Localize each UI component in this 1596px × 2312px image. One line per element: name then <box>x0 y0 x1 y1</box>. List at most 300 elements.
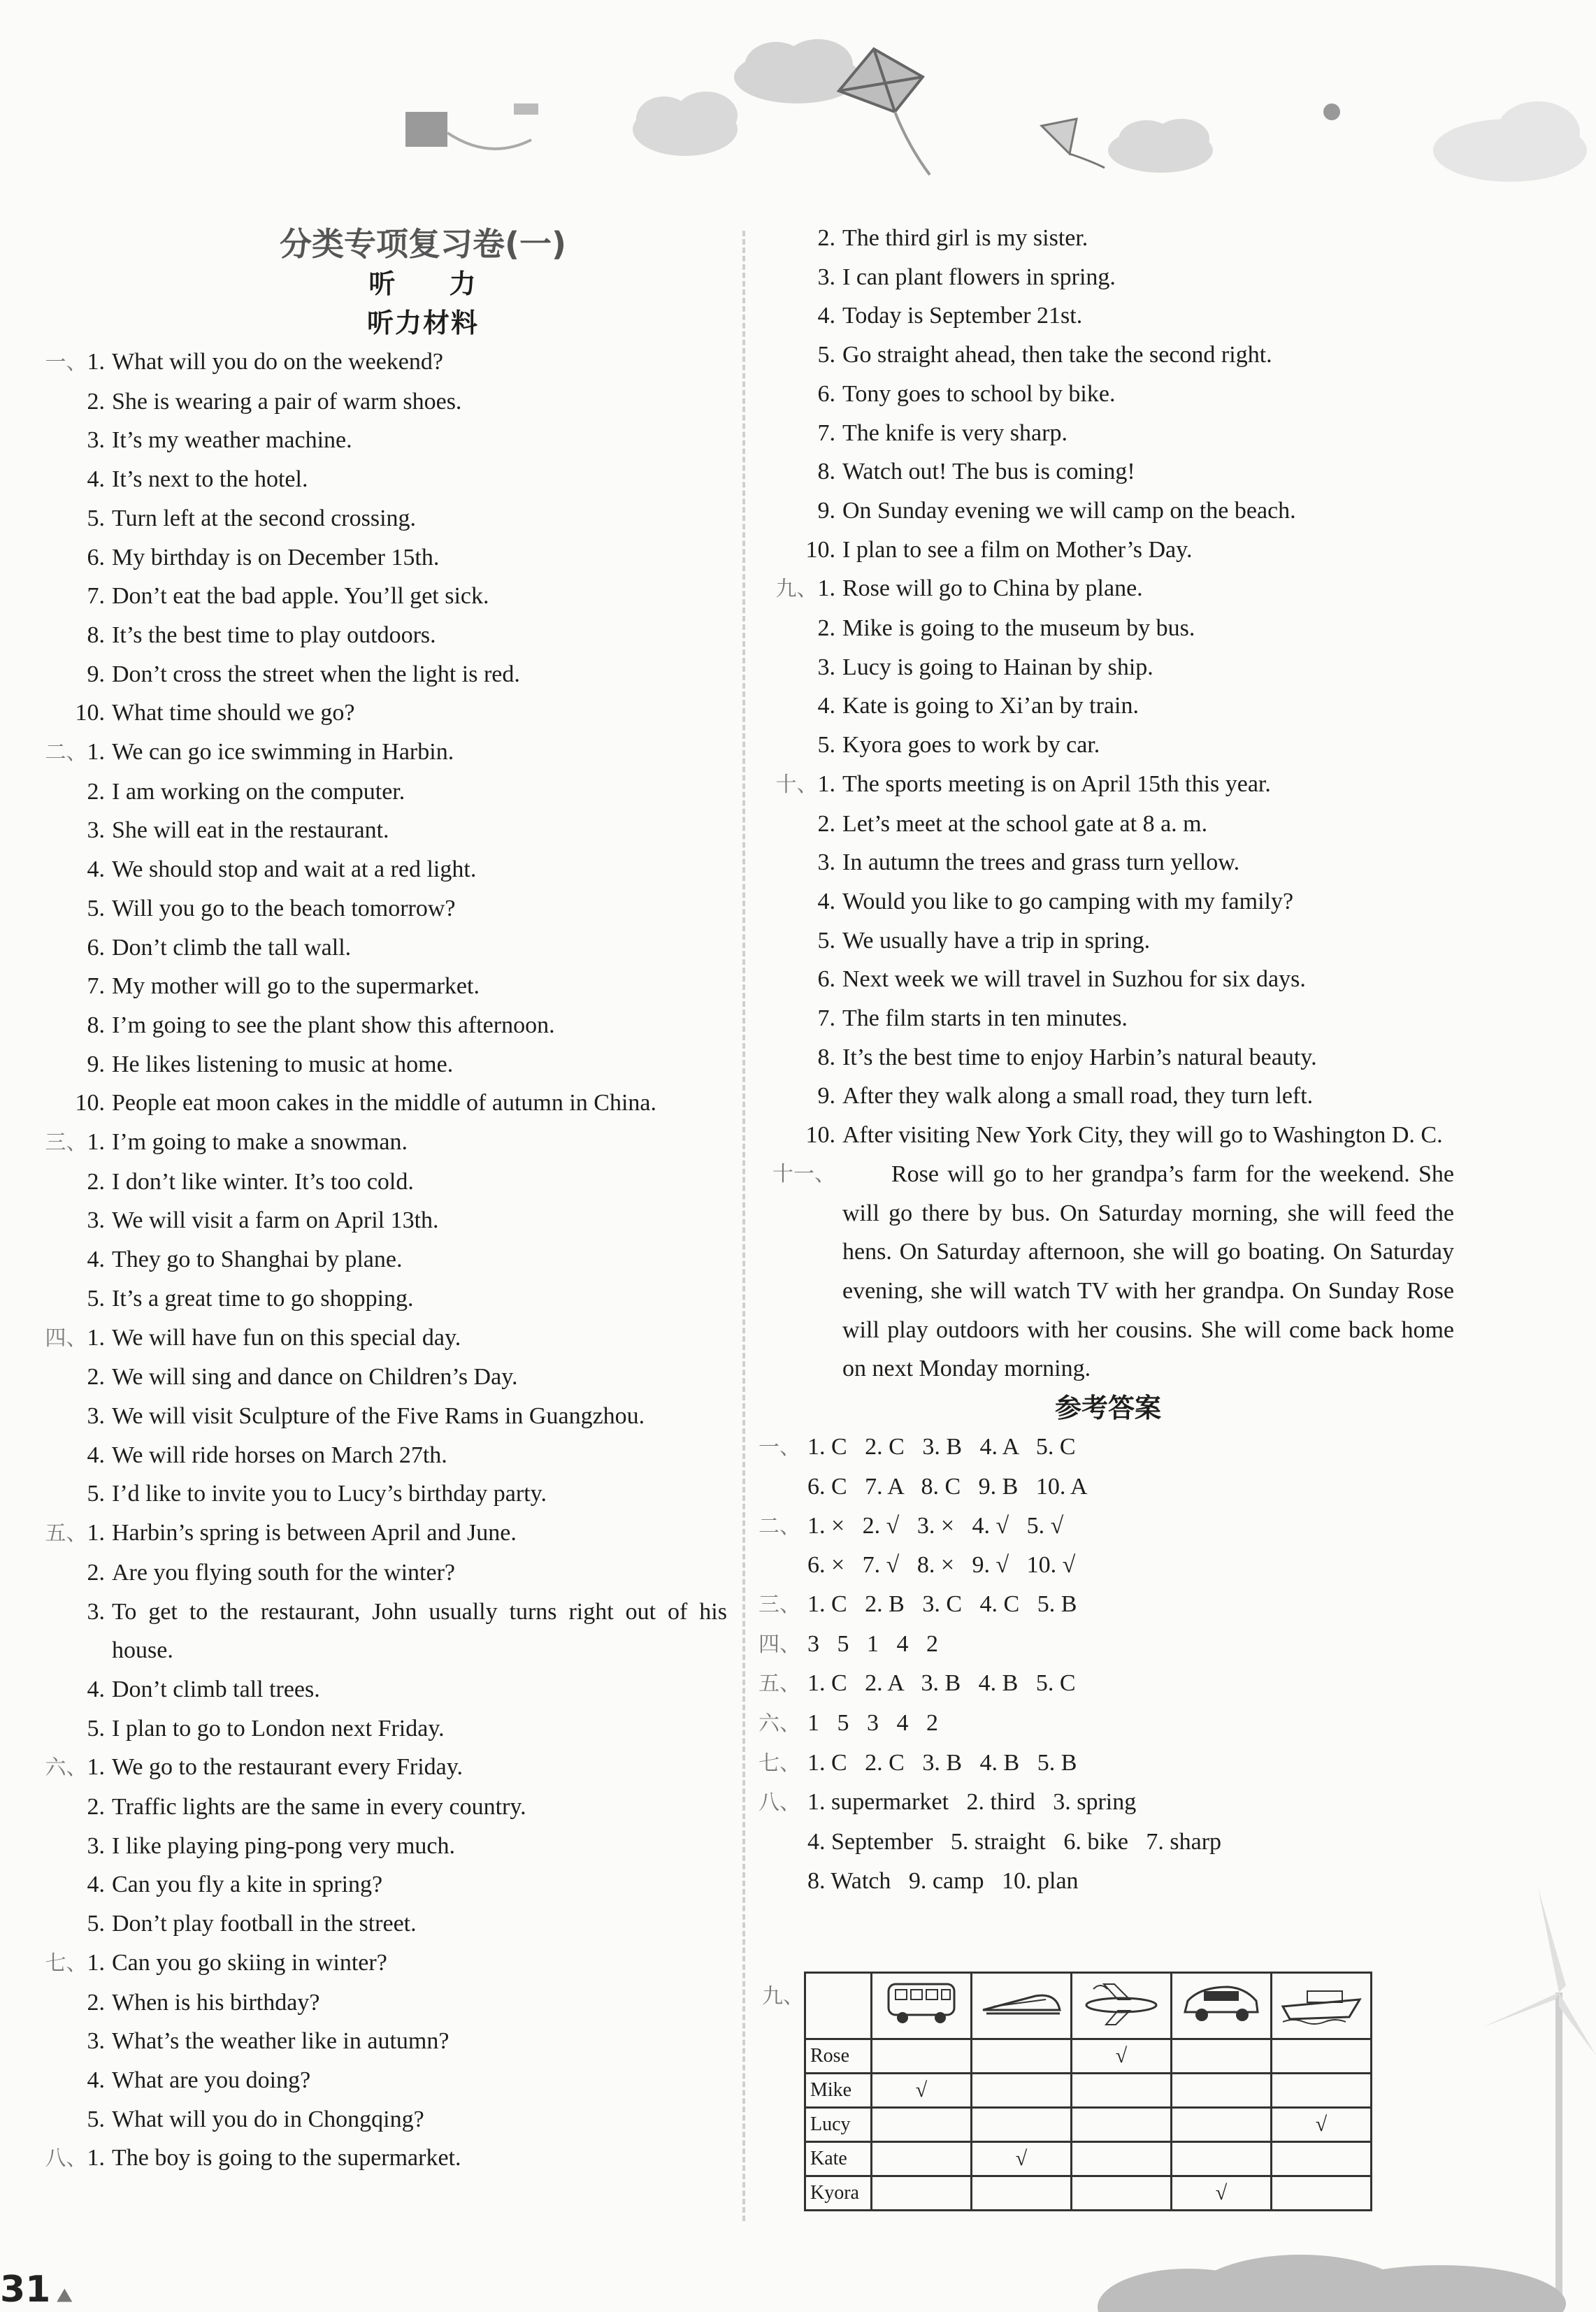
header-decoration <box>0 0 1596 210</box>
answer-text: 6. C 7. A 8. C 9. B 10. A <box>807 1473 1088 1500</box>
answer-line <box>759 1625 1458 1665</box>
item-number: 8. <box>817 1044 835 1070</box>
list-item <box>759 648 1458 687</box>
check-cell <box>1072 2142 1172 2176</box>
item-number: 7. <box>817 1005 835 1032</box>
item-text: It’s next to the hotel. <box>112 466 308 493</box>
listening-material-list <box>28 343 734 2178</box>
item-text: Kate is going to Xi’an by train. <box>842 693 1139 719</box>
list-item <box>28 382 734 422</box>
section-number: 一、 <box>759 1435 800 1460</box>
item-text: Kyora goes to work by car. <box>842 732 1100 759</box>
check-cell: √ <box>972 2142 1072 2176</box>
list-item <box>759 375 1458 414</box>
item-text: The sports meeting is on April 15th this year. <box>842 770 1271 797</box>
item-number: 2. <box>817 810 835 837</box>
item-text: My mother will go to the supermarket. <box>112 973 480 1000</box>
item-text: I plan to see a film on Mother’s Day. <box>842 536 1193 563</box>
table-row <box>805 2074 1372 2108</box>
list-item <box>28 1397 734 1436</box>
item-number: 9. <box>87 1051 105 1077</box>
item-text: We will visit a farm on April 13th. <box>112 1207 439 1234</box>
section-number: 六、 <box>45 1755 87 1781</box>
item-number: 8. <box>87 622 105 648</box>
item-number: 5. <box>87 1911 105 1937</box>
item-number: 10. <box>805 536 835 563</box>
list-item <box>28 2022 734 2061</box>
item-text: I’d like to invite you to Lucy’s birthday party. <box>112 1481 547 1507</box>
section-number: 六、 <box>759 1711 800 1737</box>
table-header-row <box>805 1973 1372 2039</box>
item-number: 2. <box>87 1168 105 1195</box>
row-name: Kate <box>805 2142 872 2176</box>
ship-icon <box>1272 1973 1372 2039</box>
cloud-icon <box>734 39 860 103</box>
answer-line <box>759 1823 1458 1862</box>
item-number: 3. <box>817 654 835 680</box>
answer-section-number <box>759 1428 807 1467</box>
item-number: 4. <box>87 1442 105 1468</box>
item-text: I like playing ping-pong very much. <box>112 1832 456 1859</box>
list-item <box>28 1163 734 1202</box>
item-text: Don’t play football in the street. <box>112 1911 417 1937</box>
item-number: 4. <box>87 856 105 883</box>
column-divider <box>742 231 745 2221</box>
answer-line <box>759 1546 1458 1585</box>
list-item <box>28 1240 734 1279</box>
item-text: What are you doing? <box>112 2067 311 2093</box>
item-number: 3. <box>87 2028 105 2055</box>
check-cell <box>972 2108 1072 2142</box>
list-item <box>759 1038 1458 1077</box>
item-number: 八、1. <box>45 2145 105 2171</box>
answer-key-list <box>759 1428 1458 1900</box>
check-cell <box>1172 2039 1272 2074</box>
list-item <box>28 2100 734 2139</box>
list-item <box>28 460 734 499</box>
list-item <box>28 811 734 850</box>
item-number: 7. <box>817 419 835 446</box>
item-number: 2. <box>87 388 105 415</box>
list-item <box>28 1748 734 1788</box>
listening-material-list-continued <box>759 219 1458 1155</box>
item-text: My birthday is on December 15th. <box>112 544 440 570</box>
section-number: 四、 <box>45 1326 87 1351</box>
section-number: 五、 <box>45 1521 87 1546</box>
list-item <box>759 414 1458 453</box>
check-cell <box>1172 2074 1272 2108</box>
item-number: 七、1. <box>45 1949 105 1976</box>
check-cell <box>872 2176 972 2211</box>
item-number: 十、1. <box>775 770 835 797</box>
item-number: 3. <box>817 849 835 876</box>
item-text: She is wearing a pair of warm shoes. <box>112 388 462 415</box>
item-number: 4. <box>817 888 835 914</box>
answer-text: 1. C 2. C 3. B 4. B 5. B <box>807 1749 1077 1776</box>
answer-text: 1. C 2. B 3. C 4. C 5. B <box>807 1591 1077 1617</box>
answer-text: 1 5 3 4 2 <box>807 1710 938 1737</box>
list-item <box>28 850 734 889</box>
list-item <box>759 687 1458 726</box>
item-text: We will have fun on this special day. <box>112 1324 461 1351</box>
item-number: 2. <box>817 615 835 642</box>
list-item <box>28 1593 734 1670</box>
item-number: 三、1. <box>45 1129 105 1156</box>
item-text: Can you go skiing in winter? <box>112 1949 387 1976</box>
item-text: The third girl is my sister. <box>842 225 1088 251</box>
item-text: What’s the weather like in autumn? <box>112 2028 450 2055</box>
item-text: We will ride horses on March 27th. <box>112 1442 447 1468</box>
list-item <box>759 1077 1458 1116</box>
right-column <box>759 219 1458 1901</box>
check-cell <box>972 2176 1072 2211</box>
item-text: On Sunday evening we will camp on the beach. <box>842 497 1296 524</box>
item-text: I am working on the computer. <box>112 778 405 805</box>
list-item <box>759 1116 1458 1155</box>
list-item <box>759 960 1458 999</box>
item-number: 2. <box>87 778 105 805</box>
list-item <box>28 1006 734 1045</box>
answer-section-number <box>759 1585 807 1625</box>
item-number: 5. <box>87 1285 105 1312</box>
item-number: 2. <box>87 1364 105 1391</box>
list-item <box>28 1279 734 1319</box>
item-number: 6. <box>87 544 105 570</box>
list-item <box>759 609 1458 648</box>
answer-text: 1. supermarket 2. third 3. spring <box>807 1789 1137 1816</box>
list-item <box>28 694 734 733</box>
list-item <box>759 336 1458 375</box>
answer-text: 8. Watch 9. camp 10. plan <box>807 1867 1079 1894</box>
item-number: 4. <box>87 1676 105 1702</box>
list-item <box>759 843 1458 882</box>
item-text: Will you go to the beach tomorrow? <box>112 895 456 921</box>
row-name: Kyora <box>805 2176 872 2211</box>
list-item <box>28 1865 734 1904</box>
car-icon <box>1172 1973 1272 2039</box>
item-number: 3. <box>87 427 105 454</box>
check-cell <box>872 2142 972 2176</box>
table-row <box>805 2108 1372 2142</box>
list-item <box>28 1474 734 1514</box>
answer-section-number <box>759 1783 807 1823</box>
item-text: Don’t climb the tall wall. <box>112 934 352 961</box>
answer-line <box>759 1428 1458 1467</box>
item-number: 九、1. <box>775 575 835 602</box>
check-cell <box>1072 2074 1172 2108</box>
hills-icon <box>1098 2255 1566 2312</box>
section-number: 二、 <box>759 1514 800 1539</box>
list-item <box>759 219 1458 258</box>
section-heading-material: 听力材料 <box>366 308 479 338</box>
list-item <box>28 616 734 655</box>
cloud-icon <box>1433 101 1587 182</box>
list-item <box>28 1045 734 1084</box>
answer-line <box>759 1664 1458 1704</box>
table-row <box>805 2176 1372 2211</box>
row-name: Rose <box>805 2039 872 2074</box>
item-number: 3. <box>817 264 835 290</box>
section-number: 三、 <box>759 1592 800 1617</box>
list-item <box>28 343 734 382</box>
list-item <box>28 2139 734 2178</box>
answer-text: 3 5 1 4 2 <box>807 1630 938 1657</box>
answer-line <box>759 1744 1458 1783</box>
list-item <box>28 1514 734 1553</box>
bus-icon <box>872 1973 972 2039</box>
check-cell: √ <box>872 2074 972 2108</box>
list-item <box>28 889 734 928</box>
item-text: After they walk along a small road, they turn left. <box>842 1083 1314 1110</box>
table-section-number: 九、 <box>762 1984 804 2009</box>
check-cell: √ <box>1172 2176 1272 2211</box>
item-text: Don’t cross the street when the light is red. <box>112 661 520 687</box>
item-number: 10. <box>805 1122 835 1149</box>
item-text: Are you flying south for the winter? <box>112 1559 455 1586</box>
answer-section-number <box>759 1744 807 1783</box>
item-text: To get to the restaurant, John usually turns right out of his house. <box>112 1598 727 1664</box>
section-number: 一、 <box>45 350 87 375</box>
check-cell <box>1172 2142 1272 2176</box>
list-item <box>759 921 1458 961</box>
item-number: 6. <box>87 934 105 961</box>
train-icon <box>972 1973 1072 2039</box>
check-cell <box>1072 2176 1172 2211</box>
passage-text: Rose will go to her grandpa’s farm for the weekend. She will go there by bus. On Saturday morning, she will feed the hens. On Saturday afternoon, she will go boating. On Saturday evening, she will watch TV with her grandpa. On Sunday Rose will play outdoors with her cousins. She will come back home on next Monday morning. <box>842 1161 1454 1382</box>
list-item <box>28 1827 734 1866</box>
kite-icon <box>1323 103 1340 120</box>
page-title: 分类专项复习卷(一) <box>279 225 567 263</box>
check-cell <box>1072 2108 1172 2142</box>
row-name: Lucy <box>805 2108 872 2142</box>
check-cell: √ <box>1272 2108 1372 2142</box>
item-number: 9. <box>87 661 105 687</box>
corner-cell <box>805 1973 872 2039</box>
section-number: 三、 <box>45 1130 87 1156</box>
check-cell <box>872 2108 972 2142</box>
list-item <box>28 1904 734 1944</box>
item-number: 3. <box>87 1207 105 1234</box>
item-number: 一、1. <box>45 349 105 375</box>
list-item <box>759 452 1458 491</box>
item-number: 4. <box>817 693 835 719</box>
answer-line <box>759 1783 1458 1823</box>
list-item <box>759 531 1458 570</box>
list-item <box>759 296 1458 336</box>
item-text: Lucy is going to Hainan by ship. <box>842 654 1153 680</box>
item-number: 5. <box>87 505 105 531</box>
item-text: What will you do on the weekend? <box>112 349 443 375</box>
item-number: 5. <box>87 1481 105 1507</box>
list-item <box>28 1436 734 1475</box>
answer-line <box>759 1507 1458 1546</box>
item-text: Go straight ahead, then take the second right. <box>842 342 1272 368</box>
section-number: 九、 <box>775 577 818 602</box>
cloud-icon <box>1108 119 1213 173</box>
answer-line <box>759 1704 1458 1744</box>
list-item <box>759 882 1458 921</box>
item-number: 7. <box>87 583 105 610</box>
item-text: I don’t like winter. It’s too cold. <box>112 1168 414 1195</box>
item-text: Rose will go to China by plane. <box>842 575 1143 602</box>
table-row <box>805 2142 1372 2176</box>
item-number: 2. <box>87 1794 105 1821</box>
item-text: Harbin’s spring is between April and June. <box>112 1520 517 1546</box>
list-item <box>28 1788 734 1827</box>
item-text: We will visit Sculpture of the Five Rams in Guangzhou. <box>112 1402 645 1429</box>
item-text: Would you like to go camping with my family? <box>842 888 1294 914</box>
kite-icon <box>1042 119 1105 168</box>
check-cell: √ <box>1072 2039 1172 2074</box>
section-number: 五、 <box>759 1672 800 1697</box>
list-item <box>28 1084 734 1123</box>
item-text: The film starts in ten minutes. <box>842 1005 1128 1032</box>
item-number: 4. <box>87 1872 105 1898</box>
list-item <box>759 491 1458 531</box>
answer-text: 1. × 2. √ 3. × 4. √ 5. √ <box>807 1512 1064 1539</box>
item-number: 2. <box>87 1559 105 1586</box>
answer-line <box>759 1862 1458 1901</box>
list-item <box>28 1670 734 1709</box>
item-text: I can plant flowers in spring. <box>842 264 1116 290</box>
check-cell <box>972 2074 1072 2108</box>
item-number: 5. <box>817 342 835 368</box>
list-item <box>28 2061 734 2100</box>
item-number: 4. <box>87 466 105 493</box>
item-text: We go to the restaurant every Friday. <box>112 1754 463 1781</box>
item-text: It’s a great time to go shopping. <box>112 1285 414 1312</box>
item-text: We can go ice swimming in Harbin. <box>112 739 454 766</box>
answer-text: 6. × 7. √ 8. × 9. √ 10. √ <box>807 1552 1076 1579</box>
table-body <box>805 2039 1372 2211</box>
item-text: Let’s meet at the school gate at 8 a. m. <box>842 810 1208 837</box>
item-text: What will you do in Chongqing? <box>112 2106 424 2132</box>
section-number: 七、 <box>759 1751 800 1776</box>
list-item <box>28 1553 734 1593</box>
list-item <box>28 538 734 577</box>
item-number: 5. <box>817 927 835 954</box>
item-text: Next week we will travel in Suzhou for six days. <box>842 966 1306 993</box>
list-item <box>28 1944 734 1983</box>
item-number: 8. <box>817 459 835 485</box>
answer-section-number <box>759 1664 807 1704</box>
answer-line <box>759 1467 1458 1507</box>
item-text: In autumn the trees and grass turn yellow. <box>842 849 1240 876</box>
row-name: Mike <box>805 2074 872 2108</box>
item-number: 2. <box>87 1989 105 2016</box>
item-number: 9. <box>817 497 835 524</box>
item-text: It’s my weather machine. <box>112 427 352 454</box>
item-number: 10. <box>75 1090 105 1116</box>
answer-text: 4. September 5. straight 6. bike 7. sharp <box>807 1829 1222 1855</box>
answer-line <box>759 1585 1458 1625</box>
section-number: 八、 <box>759 1790 800 1816</box>
item-number: 3. <box>87 1598 105 1625</box>
item-text: I’m going to see the plant show this afternoon. <box>112 1012 555 1038</box>
list-item <box>28 773 734 812</box>
list-item <box>759 569 1458 609</box>
cloud-icon <box>633 92 738 156</box>
left-column <box>28 224 734 2178</box>
item-text: We usually have a trip in spring. <box>842 927 1151 954</box>
section-number: 七、 <box>45 1951 87 1976</box>
item-text: The boy is going to the supermarket. <box>112 2145 461 2171</box>
item-text: I plan to go to London next Friday. <box>112 1715 445 1742</box>
item-number: 3. <box>87 1402 105 1429</box>
check-cell <box>1272 2074 1372 2108</box>
list-item <box>28 1319 734 1358</box>
item-number: 5. <box>87 2106 105 2132</box>
item-text: Can you fly a kite in spring? <box>112 1872 383 1898</box>
section-number: 十一、 <box>772 1161 835 1186</box>
transport-answer-table <box>804 1972 1372 2211</box>
list-item <box>28 499 734 538</box>
section-number: 四、 <box>759 1632 800 1657</box>
list-item <box>28 1201 734 1240</box>
list-item <box>28 1983 734 2023</box>
list-item <box>759 765 1458 805</box>
item-text: Traffic lights are the same in every country. <box>112 1794 526 1821</box>
item-number: 五、1. <box>45 1520 105 1546</box>
item-number: 3. <box>87 817 105 844</box>
item-text: She will eat in the restaurant. <box>112 817 389 844</box>
item-number: 4. <box>87 1247 105 1273</box>
list-item <box>759 999 1458 1038</box>
section-number: 八、 <box>45 2146 87 2171</box>
item-number: 6. <box>817 380 835 407</box>
answer-section-number <box>759 1704 807 1744</box>
item-text: When is his birthday? <box>112 1989 320 2016</box>
list-item <box>759 258 1458 297</box>
list-item <box>28 733 734 773</box>
item-number: 7. <box>87 973 105 1000</box>
section-number: 十、 <box>775 772 818 797</box>
item-number: 8. <box>87 1012 105 1038</box>
answer-text: 1. C 2. C 3. B 4. A 5. C <box>807 1434 1076 1460</box>
item-number: 3. <box>87 1832 105 1859</box>
answer-text: 1. C 2. A 3. B 4. B 5. C <box>807 1670 1076 1697</box>
item-text: It’s the best time to enjoy Harbin’s natural beauty. <box>842 1044 1317 1070</box>
item-text: Tony goes to school by bike. <box>842 380 1116 407</box>
item-number: 4. <box>87 2067 105 2093</box>
item-number: 5. <box>817 732 835 759</box>
windmill-icon <box>1482 1888 1596 2300</box>
kite-icon <box>405 112 447 147</box>
item-text: We should stop and wait at a red light. <box>112 856 477 883</box>
list-item <box>28 577 734 616</box>
item-text: Don’t eat the bad apple. You’ll get sick. <box>112 583 489 610</box>
section-number: 二、 <box>45 740 87 766</box>
item-number: 6. <box>817 966 835 993</box>
passage-section <box>759 1155 1458 1388</box>
item-number: 4. <box>817 303 835 329</box>
item-number: 10. <box>75 700 105 726</box>
list-item <box>759 805 1458 844</box>
item-text: He likes listening to music at home. <box>112 1051 454 1077</box>
plane-icon <box>1072 1973 1172 2039</box>
check-cell <box>972 2039 1072 2074</box>
list-item <box>28 421 734 460</box>
item-text: What time should we go? <box>112 700 355 726</box>
item-number: 5. <box>87 895 105 921</box>
item-text: Mike is going to the museum by bus. <box>842 615 1195 642</box>
item-number: 四、1. <box>45 1324 105 1351</box>
check-cell <box>1172 2108 1272 2142</box>
list-item <box>28 655 734 694</box>
item-text: Today is September 21st. <box>842 303 1083 329</box>
item-text: Don’t climb tall trees. <box>112 1676 320 1702</box>
item-number: 5. <box>87 1715 105 1742</box>
